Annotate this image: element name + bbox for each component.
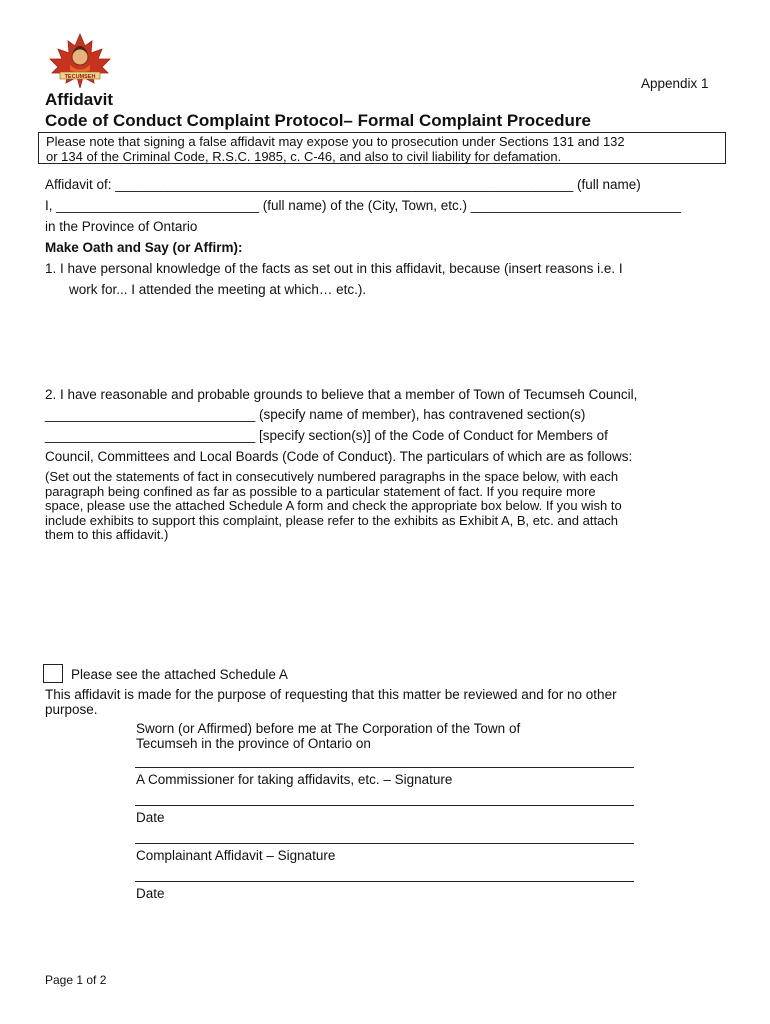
- commissioner-signature-label: A Commissioner for taking affidavits, etc. – Signature: [136, 772, 453, 787]
- page-subtitle: Code of Conduct Complaint Protocol– Formal Complaint Procedure: [45, 111, 591, 130]
- complainant-date-line[interactable]: [135, 881, 634, 882]
- notice-line-2: or 134 of the Criminal Code, R.S.C. 1985, c. C-46, and also to civil liability for defamation.: [46, 149, 562, 164]
- complainant-signature-line[interactable]: [135, 843, 634, 844]
- town-logo: [42, 32, 118, 88]
- sworn-line-1: Sworn (or Affirmed) before me at The Corporation of the Town of: [136, 721, 521, 736]
- province-text: in the Province of Ontario: [45, 219, 198, 234]
- notice-line-1: Please note that signing a false affidavit may expose you to prosecution under Sections 131 and 132: [46, 134, 625, 149]
- instructions-line: them to this affidavit.): [45, 527, 169, 542]
- instructions-line: (Set out the statements of fact in consecutively numbered paragraphs in the space below, with each: [45, 469, 619, 484]
- commissioner-date-label: Date: [136, 810, 165, 825]
- instructions-paragraph: [45, 470, 622, 543]
- item-1-line-2: work for... I attended the meeting at which… etc.).: [69, 282, 367, 297]
- oath-heading: Make Oath and Say (or Affirm):: [45, 240, 243, 255]
- commissioner-signature-line[interactable]: [135, 767, 634, 768]
- purpose-line-2: purpose.: [45, 702, 98, 717]
- item-2-line-4: Council, Committees and Local Boards (Code of Conduct). The particulars of which are as follows:: [45, 449, 633, 464]
- instructions-line: include exhibits to support this complaint, please refer to the exhibits as Exhibit A, B, etc. and attach: [45, 512, 619, 528]
- affidavit-of-field[interactable]: Affidavit of: _____________________________________________________________ (full name): [45, 177, 641, 192]
- purpose-paragraph: [45, 687, 617, 717]
- page-number: Page 1 of 2: [45, 973, 107, 987]
- instructions-line: paragraph being confined as far as possible to a particular statement of fact. If you require more: [45, 483, 596, 499]
- purpose-line-1: This affidavit is made for the purpose of requesting that this matter be reviewed and for no other: [45, 687, 617, 702]
- appendix-label: Appendix 1: [641, 76, 709, 91]
- logo-wordmark: TECUMSEH: [64, 74, 96, 80]
- schedule-a-checkbox[interactable]: [43, 664, 63, 683]
- item-2-line-1: 2. I have reasonable and probable grounds to believe that a member of Town of Tecumseh Council,: [45, 387, 638, 402]
- page-title: Affidavit: [45, 90, 113, 109]
- sworn-statement: [136, 721, 520, 751]
- commissioner-date-line[interactable]: [135, 805, 634, 806]
- deponent-name-location-field[interactable]: I, ___________________________ (full name) of the (City, Town, etc.) ____________________________: [45, 198, 682, 213]
- complainant-date-label: Date: [136, 886, 165, 901]
- sworn-line-2: Tecumseh in the province of Ontario on: [136, 736, 371, 751]
- sections-field[interactable]: ____________________________ [specify section(s)] of the Code of Conduct for Members of: [45, 428, 608, 443]
- instructions-line: space, please use the attached Schedule A form and check the appropriate box below. If you wish to: [45, 498, 622, 513]
- complainant-signature-label: Complainant Affidavit – Signature: [136, 848, 336, 863]
- item-1-line-1: 1. I have personal knowledge of the facts as set out in this affidavit, because (insert reasons i.e. I: [45, 261, 623, 276]
- schedule-a-checkbox-label: Please see the attached Schedule A: [71, 667, 288, 682]
- false-affidavit-notice: [38, 132, 726, 164]
- maple-leaf-icon: [42, 32, 118, 88]
- member-name-field[interactable]: ____________________________ (specify name of member), has contravened section(s): [45, 407, 586, 422]
